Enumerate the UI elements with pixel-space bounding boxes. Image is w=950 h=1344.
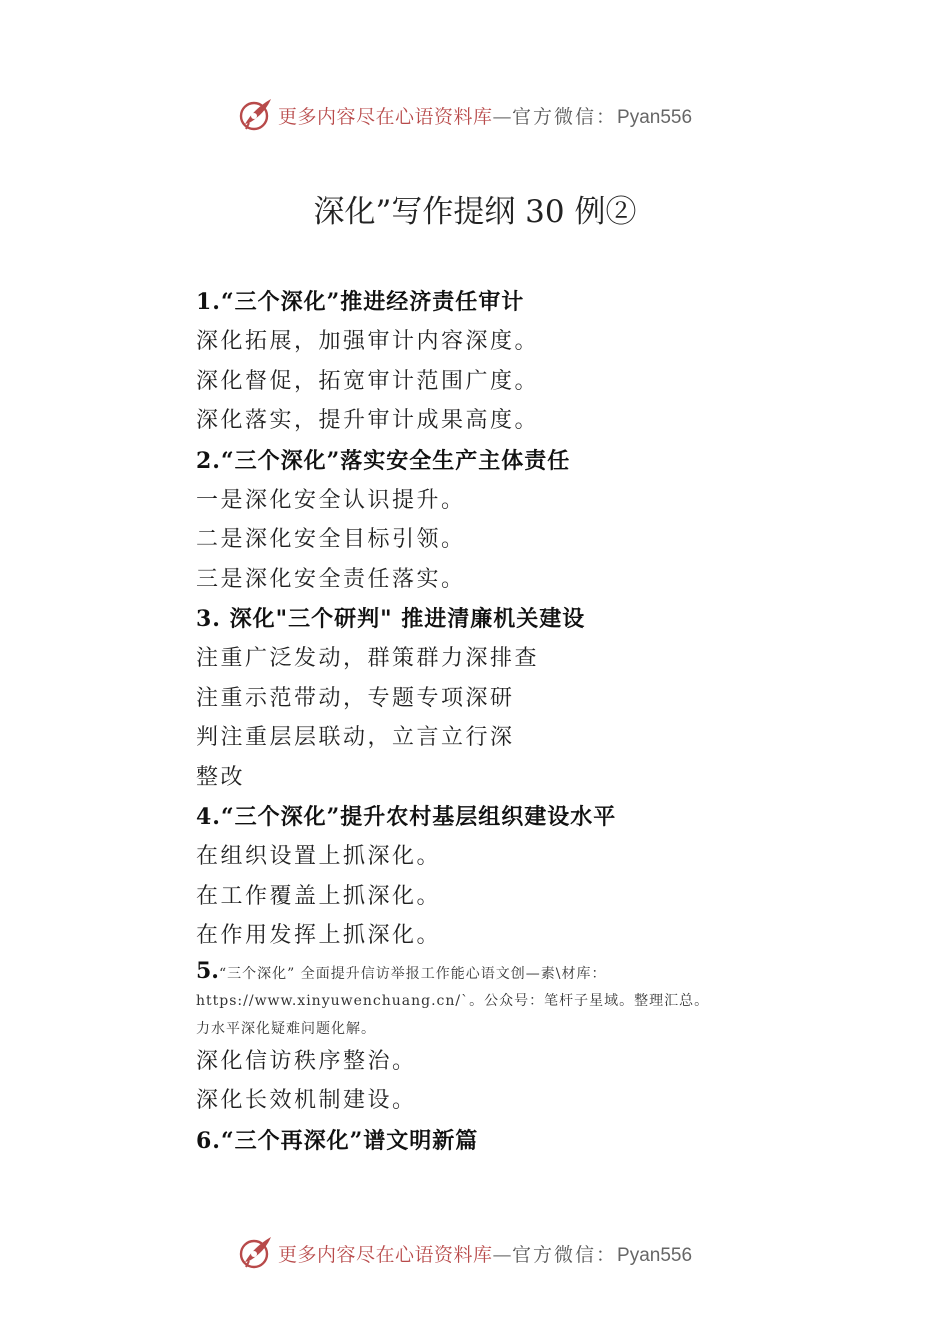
body-line: 深化落实，提升审计成果高度。 <box>196 408 540 433</box>
banner-wechat-label: 官方微信： <box>512 106 618 128</box>
section5-text-1: “三个深化” 全面提升信访举报工作能心语文创—素\材库： <box>218 965 607 982</box>
banner-text <box>278 102 692 129</box>
document-title: 深化”写作提纲 30 例② <box>313 194 637 230</box>
body-line: 在作用发挥上抓深化。 <box>196 923 442 948</box>
body-line: 深化拓展，加强审计内容深度。 <box>196 329 540 354</box>
body-line: 在组织设置上抓深化。 <box>196 844 442 869</box>
banner-text <box>278 1240 692 1267</box>
footer-banner <box>0 1232 950 1272</box>
body-line: 深化长效机制建设。 <box>196 1088 417 1113</box>
body-line: 在工作覆盖上抓深化。 <box>196 883 442 909</box>
section-heading: 3. 深化"三个研判" 推进清廉机关建设 <box>196 606 586 632</box>
section-heading: 4.“三个深化”提升农村基层组织建设水平 <box>196 804 617 830</box>
section-heading: 6.“三个再深化”谱文明新篇 <box>196 1127 479 1154</box>
body-line: 三是深化安全责任落实。 <box>196 566 466 592</box>
banner-library-text: 更多内容尽在心语资料库 <box>278 1244 493 1266</box>
section-heading: 1.“三个深化”推进经济责任审计 <box>196 289 525 315</box>
body-line: 注重示范带动，专题专项深研 <box>196 685 515 711</box>
body-line: 二是深化安全目标引领。 <box>196 527 466 552</box>
section-heading: 2.“三个深化”落实安全生产主体责任 <box>196 447 571 474</box>
body-line: 注重广泛发动，群策群力深排查 <box>196 646 540 671</box>
banner-separator: — <box>492 1244 513 1266</box>
quill-pen-logo-icon <box>237 1234 275 1270</box>
section5-line-3: 力水平深化疑难问题化解。 <box>196 1020 376 1037</box>
banner-wechat-label: 官方微信： <box>512 1244 618 1266</box>
section5-number: 5. <box>196 957 219 984</box>
banner-library-text: 更多内容尽在心语资料库 <box>278 106 493 128</box>
body-line: 一是深化安全认识提升。 <box>196 487 466 513</box>
body-line: 整改 <box>196 764 246 790</box>
quill-pen-logo-icon <box>237 96 275 132</box>
banner-separator: — <box>492 106 513 128</box>
header-banner <box>0 94 950 134</box>
document-body <box>196 282 816 1161</box>
body-line: 深化信访秩序整治。 <box>196 1048 417 1074</box>
body-line: 深化督促，拓宽审计范围广度。 <box>196 368 540 394</box>
banner-wechat-id: Pyan556 <box>617 107 693 128</box>
banner-wechat-id: Pyan556 <box>617 1245 693 1266</box>
section5-line-2: https://www.xinyuwenchuang.cn/`。公众号：笔杆子星域。整理汇总。 <box>196 992 710 1009</box>
section5-line-1 <box>196 956 816 987</box>
body-line: 判注重层层联动，立言立行深 <box>196 725 515 750</box>
